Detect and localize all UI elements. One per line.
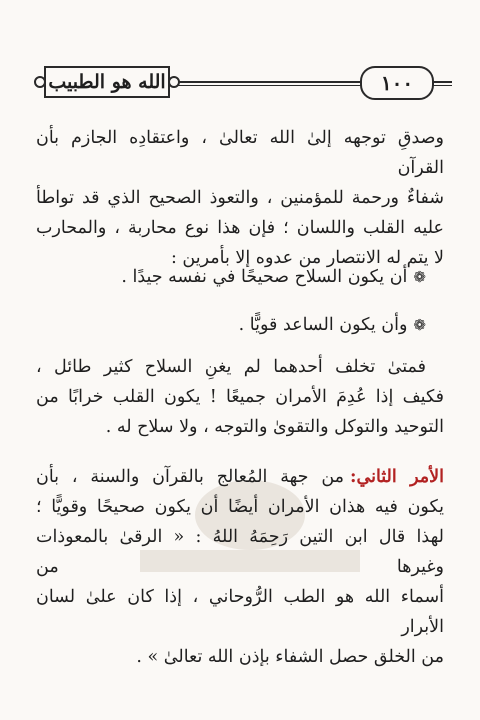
text-line: عليه القلب واللسان ؛ فإن هذا نوع محاربة ، والمحارب xyxy=(36,218,444,238)
bullet-text: أن يكون السلاح صحيحًا في نفسه جيدًا . xyxy=(121,267,408,287)
flower-bullet-icon: ❁ xyxy=(413,316,426,334)
text-line: لهذا قال ابن التين رَحِمَهُ اللهُ : « الرقىٰ بالمعوذات وغيرها من xyxy=(36,527,444,577)
paragraph-3 xyxy=(36,462,444,672)
bullet-item xyxy=(36,310,444,340)
text-line: التوحيد والتوكل والتقوىٰ والتوجه ، ولا سلاح له . xyxy=(105,417,444,437)
paragraph-2 xyxy=(36,352,444,442)
bullet-item xyxy=(36,262,444,292)
page-number: ١٠٠ xyxy=(360,66,434,100)
text-line: أسماء الله هو الطب الرُّوحاني ، إذا كان علىٰ لسان الأبرار xyxy=(36,587,444,637)
text-line: يكون فيه هذان الأمران أيضًا أن يكون صحيحًا وقويًّا ؛ xyxy=(36,497,444,517)
page-header xyxy=(36,66,452,96)
text-line: فمتىٰ تخلف أحدهما لم يغنِ السلاح كثير طائل ، xyxy=(36,357,426,377)
heading-continuation: من جهة المُعالج بالقرآن والسنة ، بأن xyxy=(36,467,345,487)
text-line: شفاءٌ ورحمة للمؤمنين ، والتعوذ الصحيح الذي قد تواطأ xyxy=(36,188,444,208)
section-heading: الأمر الثاني: xyxy=(350,467,444,487)
book-title: الله هو الطبيب xyxy=(44,66,170,98)
paragraph-1 xyxy=(36,123,444,273)
text-line: من الخلق حصل الشفاء بإذن الله تعالىٰ » . xyxy=(136,647,444,667)
flower-bullet-icon: ❁ xyxy=(413,268,426,286)
text-line: وصدقِ توجهه إلىٰ الله تعالىٰ ، واعتقادِه الجازم بأن القرآن xyxy=(36,128,444,178)
text-line: فكيف إذا عُدِمَ الأمران جميعًا ! يكون القلب خرابًا من xyxy=(36,387,444,407)
text-line: لا يتم له الانتصار من عدوه إلا بأمرين : xyxy=(170,248,444,268)
text-line xyxy=(36,462,444,492)
bullet-text: وأن يكون الساعد قويًّا . xyxy=(238,315,408,335)
